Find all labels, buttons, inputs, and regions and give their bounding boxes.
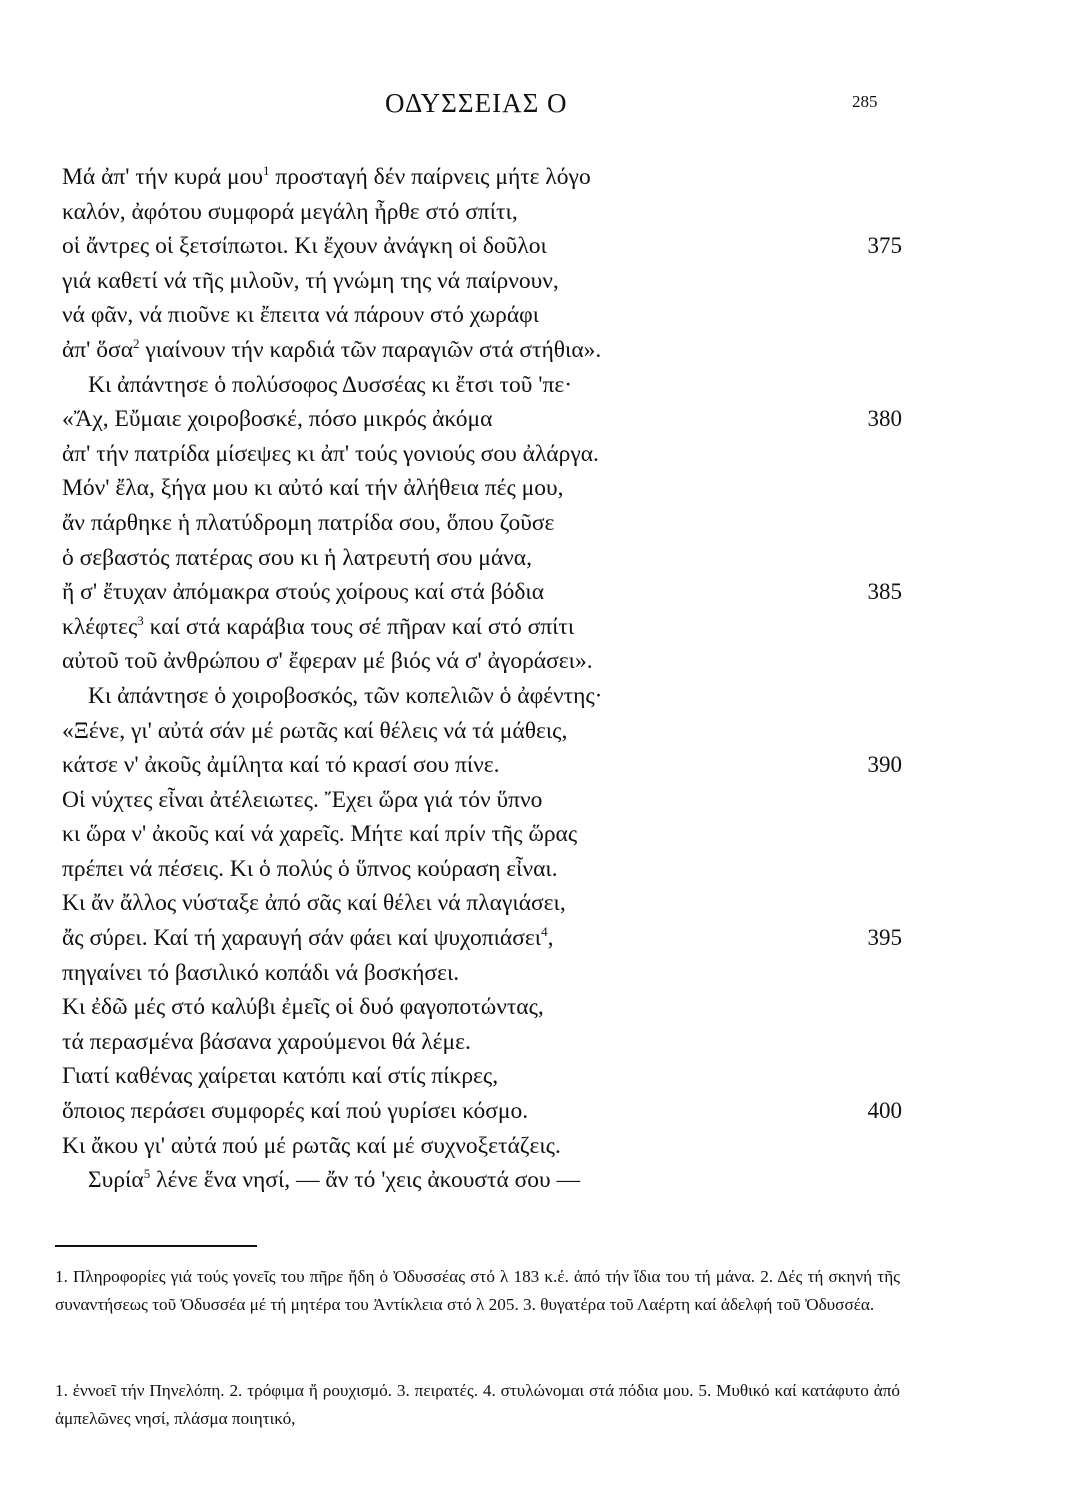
footnote-marker: 1: [262, 163, 270, 178]
verse-line: [62, 714, 902, 749]
verse-text: Κι ἄκου γι' αὐτά πού μέ ρωτᾶς καί μέ συχνοξετάζεις.: [62, 1132, 561, 1159]
verse-line: [62, 748, 902, 783]
verse-line-text: [62, 233, 547, 259]
page-number: 285: [852, 92, 878, 111]
footnotes-secondary: [55, 1377, 900, 1433]
verse-text: Κι ἐδῶ μές στό καλύβι ἐμεῖς οἱ δυό φαγοποτώντας,: [62, 994, 544, 1021]
verse-line-text: [62, 718, 567, 744]
line-number: 375: [867, 233, 902, 259]
verse-text: ἤ σ' ἔτυχαν ἀπόμακρα στούς χοίρους καί στά βόδια: [62, 579, 545, 606]
verse-line-text: [62, 372, 572, 398]
verse-text: Κι ἀπάντησε ὁ πολύσοφος Δυσσέας κι ἔτσι τοῦ 'πε·: [88, 371, 573, 398]
verse-line: [62, 229, 902, 264]
verse-line-text: [62, 890, 566, 916]
verse-line: [62, 1129, 902, 1164]
verse-line-text: [62, 856, 558, 882]
verse-text: ὅποιος περάσει συμφορές καί πού γυρίσει κόσμο.: [62, 1098, 529, 1125]
verse-line-text: [62, 994, 544, 1020]
verse-line-text: [62, 648, 593, 674]
line-number: 380: [867, 406, 902, 432]
verse-line-text: [62, 199, 518, 225]
line-number: 400: [867, 1098, 902, 1124]
verse-line: [62, 921, 902, 956]
verse-line-text: [62, 960, 459, 986]
verse-line-text: [62, 475, 564, 501]
verse-line-text: [62, 337, 601, 363]
verse-line-text: [62, 787, 542, 813]
verse-text: πρέπει νά πέσεις. Κι ὁ πολύς ὁ ὕπνος κούραση εἶναι.: [62, 855, 558, 882]
verse-line: [62, 471, 902, 506]
running-title: ΟΔΥΣΣΕΙΑΣ Ο: [385, 88, 568, 118]
verse-text: Γιατί καθένας χαίρεται κατόπι καί στίς πίκρες,: [62, 1063, 499, 1090]
verse-text: ἀπ' τήν πατρίδα μίσεψες κι ἀπ' τούς γονιούς σου ἀλάργα.: [62, 440, 599, 467]
footnotes-primary: [55, 1263, 900, 1319]
verse-text: Μά ἀπ' τήν κυρά μου: [62, 164, 263, 190]
verse-line: [62, 1025, 902, 1060]
footnote-marker: 4: [541, 924, 548, 940]
verse-line-text: [62, 1167, 580, 1193]
footnote-text: 1. Πληροφορίες γιά τούς γονεῖς του πῆρε ἤδη ὁ Ὀδυσσέας στό λ 183 κ.έ. ἀπό τήν ἴδια του τή μάνα. 2. Δές τή σκηνή τῆς συναντήσεως τοῦ Ὀδυσσέα μέ τή μητέρα του Ἀντίκλεια στό λ 205. 3. θυγατέρα τοῦ Λαέρτη καί ἀδελφή τοῦ Ὀδυσσέα.: [55, 1267, 900, 1314]
verse-line-text: [62, 1063, 498, 1089]
verse-line: [62, 333, 902, 368]
verse-line: [62, 990, 902, 1025]
verse-line: [62, 1059, 902, 1094]
verse-text: Μόν' ἔλα, ξήγα μου κι αὐτό καί τήν ἀλήθεια πές μου,: [62, 475, 564, 502]
verse-line: [62, 506, 902, 541]
verse-line: [62, 437, 902, 472]
verse-line-text: [62, 441, 599, 467]
verse-line-text: [62, 614, 574, 640]
verse-line: [62, 886, 902, 921]
verse-line-text: [62, 925, 553, 951]
verse-line: [62, 298, 902, 333]
verse-line: [62, 402, 902, 437]
line-number: 390: [867, 752, 902, 778]
verse-line: [62, 541, 902, 576]
verse-text: προσταγή δέν παίρνεις μήτε λόγο: [269, 164, 591, 190]
verse-line-text: [62, 545, 532, 571]
verse-line-text: [62, 579, 544, 605]
footnote-text: 1. ἐννοεῖ τήν Πηνελόπη. 2. τρόφιμα ἤ ρουχισμό. 3. πειρατές. 4. στυλώνομαι στά πόδια μου. 5. Μυθικό καί κατάφυτο ἀπό ἀμπελῶνες νησί, πλάσμα ποιητικό,: [55, 1381, 900, 1428]
line-number: 395: [867, 925, 902, 951]
verse-text: Οἱ νύχτες εἶναι ἀτέλειωτες. Ἔχει ὥρα γιά τόν ὕπνο: [62, 786, 543, 813]
verse-text: ἄς σύρει. Καί τή χαραυγή σάν φάει καί ψυχοπιάσει: [62, 925, 542, 952]
verse-text: Συρία: [88, 1167, 144, 1194]
verse-line-text: [62, 1098, 528, 1124]
line-number: 385: [867, 579, 902, 605]
verse-line: [62, 610, 902, 645]
footnote-marker: 2: [133, 335, 140, 351]
verse-line-text: [62, 683, 603, 709]
verse-line: [62, 368, 902, 403]
verse-text: καί στά καράβια τους σέ πῆραν καί στό σπίτι: [143, 613, 575, 640]
verse-line: [62, 264, 902, 299]
verse-line: [62, 644, 902, 679]
verse-text: ἀπ' ὅσα: [62, 336, 134, 363]
verse-text: «Ἄχ, Εὔμαιε χοιροβοσκέ, πόσο μικρός ἀκόμα: [62, 406, 493, 433]
verse-line: [62, 195, 902, 230]
verse-line-text: [62, 268, 559, 294]
verse-text: καλόν, ἀφότου συμφορά μεγάλη ἦρθε στό σπίτι,: [62, 198, 518, 225]
verse-text: γιαίνουν τήν καρδιά τῶν παραγιῶν στά στήθια».: [139, 336, 602, 363]
verse-text: ὁ σεβαστός πατέρας σου κι ἡ λατρευτή σου μάνα,: [62, 544, 532, 571]
footnote-rule: [55, 1245, 257, 1247]
verse-line: [62, 783, 902, 818]
verse-line-text: [62, 1133, 561, 1159]
verse-block: [62, 160, 902, 1198]
verse-line: [62, 575, 902, 610]
verse-text: αὐτοῦ τοῦ ἀνθρώπου σ' ἔφεραν μέ βιός νά σ' ἀγοράσει».: [62, 648, 593, 675]
verse-text: πηγαίνει τό βασιλικό κοπάδι νά βοσκήσει.: [62, 959, 460, 986]
footnote-marker: 3: [137, 612, 144, 628]
verse-line: [62, 1094, 902, 1129]
running-head: [0, 88, 1085, 124]
verse-line-text: [62, 1029, 471, 1055]
verse-line-text: [62, 164, 591, 190]
verse-text: Κι ἀπάντησε ὁ χοιροβοσκός, τῶν κοπελιῶν ὁ ἀφέντης·: [88, 682, 603, 709]
verse-line-text: [62, 406, 492, 432]
verse-line: [62, 679, 902, 714]
verse-text: ἄν πάρθηκε ἡ πλατύδρομη πατρίδα σου, ὅπου ζοῦσε: [62, 509, 555, 536]
verse-text: ,: [547, 925, 554, 952]
verse-line-text: [62, 752, 500, 778]
verse-text: Κι ἄν ἄλλος νύσταξε ἀπό σᾶς καί θέλει νά πλαγιάσει,: [62, 890, 566, 917]
verse-text: οἱ ἄντρες οἱ ξετσίπωτοι. Κι ἔχουν ἀνάγκη οἱ δοῦλοι: [62, 233, 547, 260]
verse-text: «Ξένε, γι' αὐτά σάν μέ ρωτᾶς καί θέλεις νά τά μάθεις,: [62, 717, 568, 744]
verse-line: [62, 1163, 902, 1198]
verse-text: κι ὥρα ν' ἀκοῦς καί νά χαρεῖς. Μήτε καί πρίν τῆς ὥρας: [62, 821, 578, 848]
verse-line-text: [62, 510, 554, 536]
verse-line-text: [62, 302, 539, 328]
verse-text: κλέφτες: [62, 613, 138, 640]
verse-line-text: [62, 821, 577, 847]
verse-line: [62, 956, 902, 991]
verse-text: γιά καθετί νά τῆς μιλοῦν, τή γνώμη της νά παίρνουν,: [62, 267, 559, 294]
verse-line: [62, 817, 902, 852]
verse-text: τά περασμένα βάσανα χαρούμενοι θά λέμε.: [62, 1028, 471, 1055]
verse-text: κάτσε ν' ἀκοῦς ἀμίλητα καί τό κρασί σου πίνε.: [62, 752, 500, 779]
verse-text: λένε ἕνα νησί, — ἄν τό 'χεις ἀκουστά σου —: [150, 1167, 581, 1194]
verse-line: [62, 852, 902, 887]
footnote-marker: 5: [143, 1166, 151, 1182]
verse-text: νά φᾶν, νά πιοῦνε κι ἔπειτα νά πάρουν στό χωράφι: [62, 302, 540, 329]
verse-line: [62, 160, 902, 195]
